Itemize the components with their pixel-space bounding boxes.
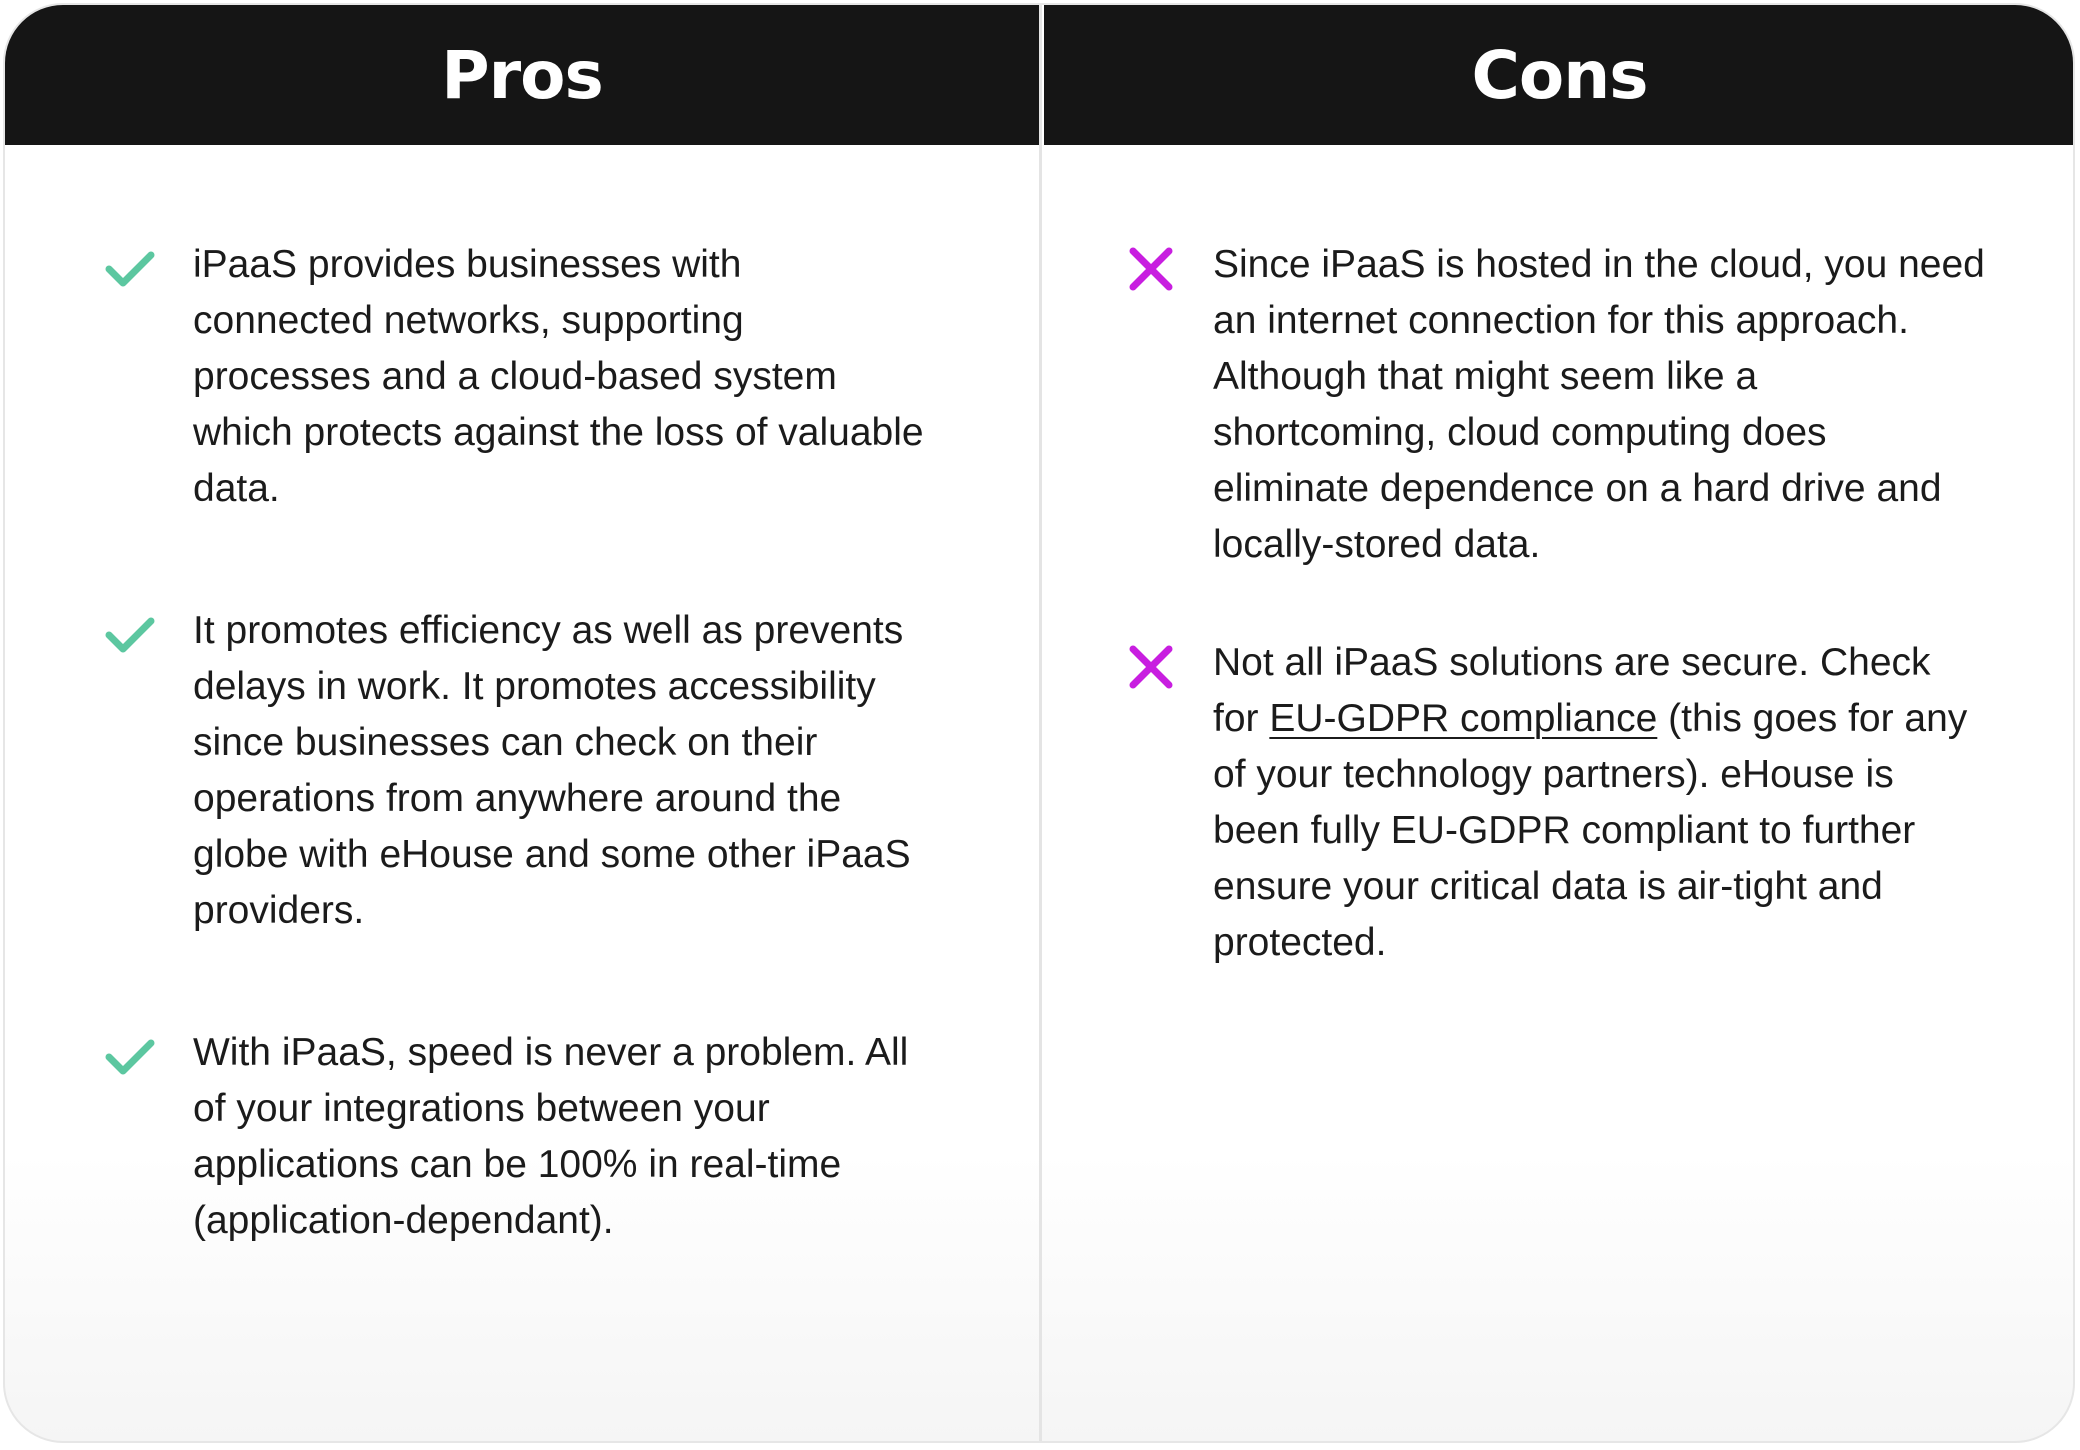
eu-gdpr-compliance-link[interactable]: EU-GDPR compliance (1269, 697, 1658, 740)
cons-item-text-before: Not all iPaaS solutions are secure. Check for (1213, 641, 1931, 740)
pros-item (105, 237, 925, 517)
pros-item (105, 1025, 925, 1249)
pros-item (105, 603, 925, 939)
pros-cons-card (3, 3, 2075, 1443)
check-icon (105, 613, 157, 657)
pros-list (105, 237, 925, 1335)
pros-header: Pros (5, 5, 1039, 145)
cons-item (1125, 635, 1985, 971)
cons-item-text-after: (this goes for any of your technology partners). eHouse is been fully EU-GDPR compliant to further ensure your critical data is air-tight and protected. (1213, 697, 1968, 964)
cons-item-text: Since iPaaS is hosted in the cloud, you need an internet connection for this approach. Although that might seem like a shortcoming, cloud computing does eliminate dependence on a hard drive and locally-stored data. (1213, 243, 1985, 566)
pros-item-text: It promotes efficiency as well as prevents delays in work. It promotes accessibility since businesses can check on their operations from anywhere around the globe with eHouse and some other iPaaS providers. (193, 609, 911, 932)
pros-item-text: iPaaS provides businesses with connected networks, supporting processes and a cloud-based system which protects against the loss of valuable data. (193, 243, 924, 510)
check-icon (105, 1035, 157, 1079)
cons-header: Cons (1044, 5, 2075, 145)
cons-list (1125, 237, 1985, 1033)
cross-icon (1125, 645, 1177, 689)
check-icon (105, 247, 157, 291)
cons-item (1125, 237, 1985, 573)
pros-item-text: With iPaaS, speed is never a problem. All of your integrations between your applications can be 100% in real-time (application-dependant). (193, 1031, 909, 1242)
column-divider (1039, 5, 1042, 1441)
cross-icon (1125, 247, 1177, 291)
